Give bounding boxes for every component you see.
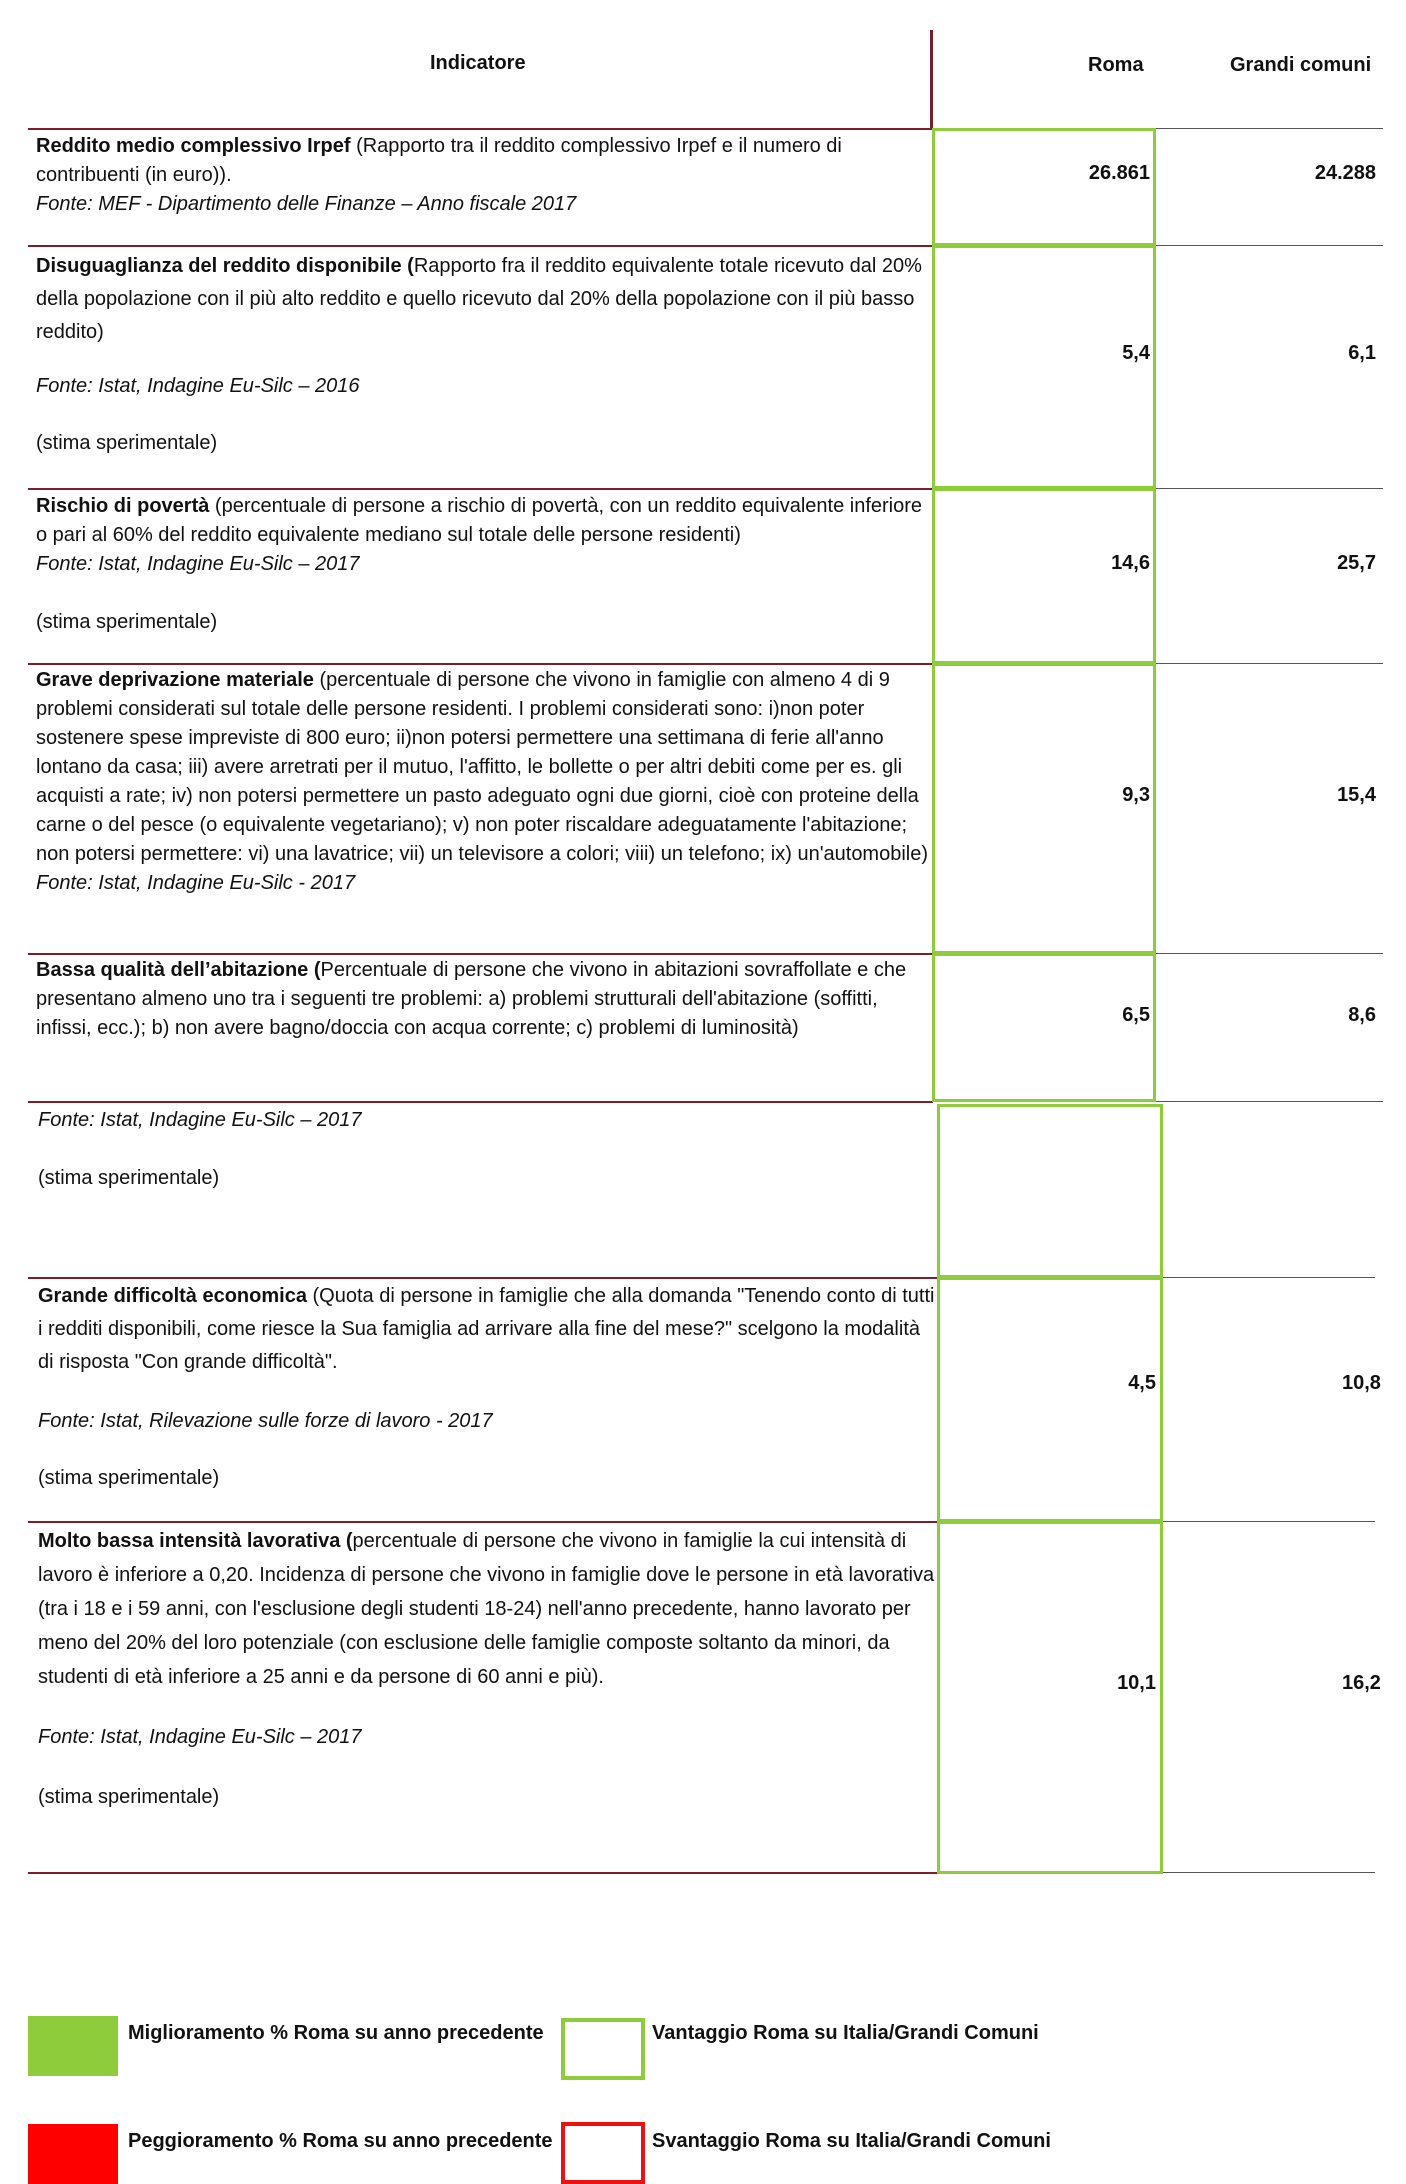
value-roma: 26.861 (1088, 162, 1150, 184)
row-separator (28, 488, 933, 490)
advantage-box (932, 128, 1156, 246)
indicator-title: Molto bassa intensità lavorativa ( (38, 1530, 353, 1552)
indicator-text: percentuale di persone che vivono in famiglie la cui intensità di lavoro è inferiore a 0,20. Incidenza di persone che vivono in famiglie dove le persone in età lavorativa (tra i 18 e i 59 anni, con l'esclusione degli studenti 18-24) nell'anno precedente, hanno lavorato per meno del 20% del loro potenziale (con esclusione delle famiglie composte soltanto da minori, da studenti di età inferiore a 25 anni e da persone di 60 anni e più). (38, 1530, 935, 1688)
indicator-source: Fonte: Istat, Indagine Eu-Silc – 2017 (38, 1109, 362, 1131)
indicator-row (38, 1280, 938, 1495)
advantage-box (937, 1277, 1163, 1522)
value-roma: 5,4 (1122, 342, 1150, 364)
value-roma: 10,1 (1117, 1672, 1156, 1694)
row-separator (28, 663, 933, 665)
indicator-row (36, 250, 936, 460)
indicator-row (36, 666, 936, 898)
row-separator (28, 1277, 938, 1279)
row-separator (28, 245, 933, 247)
row-separator (28, 953, 933, 955)
header-roma: Roma (1088, 54, 1144, 76)
indicator-source: Fonte: Istat, Indagine Eu-Silc - 2017 (36, 872, 356, 894)
legend-improvement-label: Miglioramento % Roma su anno precedente (128, 2022, 544, 2044)
legend-improvement-swatch (28, 2016, 118, 2076)
indicator-source: Fonte: Istat, Rilevazione sulle forze di lavoro - 2017 (38, 1410, 493, 1432)
advantage-box (932, 663, 1156, 954)
indicator-row (36, 492, 936, 637)
legend-worsening-label: Peggioramento % Roma su anno precedente (128, 2130, 553, 2152)
indicator-estimate: (stima sperimentale) (36, 432, 218, 454)
indicator-title: Disuguaglianza del reddito disponibile ( (36, 255, 414, 277)
value-roma: 4,5 (1128, 1372, 1156, 1394)
advantage-box (932, 953, 1156, 1102)
indicator-row (36, 956, 936, 1043)
value-roma: 6,5 (1122, 1004, 1150, 1026)
indicator-row (36, 132, 936, 219)
indicator-text: (percentuale di persone che vivono in famiglie con almeno 4 di 9 problemi considerati sul totale delle persone residenti. I problemi considerati sono: i)non poter sostenere spese impreviste di 800 euro; ii)non potersi permettere una settimana di ferie all'anno lontano da casa; iii) avere arretrati per il mutuo, l'affitto, le bollette o per altri debiti come per es. gli acquisti a rate; iv) non potersi permettere un pasto adeguato ogni due giorni, cioè con proteine della carne o del pesce (o equivalente vegetariano); v) non poter riscaldare adeguatamente l'abitazione; non potersi permettere: vi) una lavatrice; vii) un televisore a colori; viii) un telefono; ix) un'automobile) (36, 669, 929, 865)
indicator-estimate: (stima sperimentale) (38, 1167, 220, 1189)
indicator-title: Bassa qualità dell’abitazione ( (36, 959, 321, 981)
indicator-text: (Rapporto tra il reddito complessivo Irpef e il numero di contribuenti (in euro)). (36, 135, 842, 186)
header-indicator: Indicatore (430, 52, 526, 74)
legend-advantage-label: Vantaggio Roma su Italia/Grandi Comuni (652, 2022, 1039, 2044)
row-separator (28, 1101, 933, 1103)
indicator-row (38, 1106, 938, 1193)
header-grandi-comuni: Grandi comuni (1230, 54, 1372, 76)
legend-disadvantage-label: Svantaggio Roma su Italia/Grandi Comuni (652, 2130, 1051, 2152)
indicator-source: Fonte: Istat, Indagine Eu-Silc – 2017 (36, 553, 360, 575)
value-roma: 14,6 (1111, 552, 1150, 574)
advantage-box (932, 488, 1156, 664)
value-roma: 9,3 (1122, 784, 1150, 806)
indicator-source: Fonte: MEF - Dipartimento delle Finanze – Anno fiscale 2017 (36, 193, 577, 215)
indicator-title: Grande difficoltà economica (38, 1285, 307, 1307)
indicator-row (38, 1524, 938, 1814)
indicator-text: (Quota di persone in famiglie che alla domanda "Tenendo conto di tutti i redditi disponibili, come riesce la Sua famiglia ad arrivare alla fine del mese?" scelgono la modalità di risposta "Con grande difficoltà". (38, 1285, 935, 1373)
indicator-title: Rischio di povertà (36, 495, 210, 517)
legend-advantage-swatch (561, 2018, 645, 2080)
row-separator (28, 1521, 938, 1523)
indicator-title: Reddito medio complessivo Irpef (36, 135, 351, 157)
value-grandi-comuni: 10,8 (1342, 1372, 1381, 1394)
advantage-box (937, 1521, 1163, 1874)
row-separator (28, 128, 933, 130)
value-grandi-comuni: 8,6 (1348, 1004, 1376, 1026)
advantage-box (932, 245, 1156, 489)
value-grandi-comuni: 6,1 (1348, 342, 1376, 364)
indicator-title: Grave deprivazione materiale (36, 669, 314, 691)
indicator-estimate: (stima sperimentale) (38, 1467, 220, 1489)
value-grandi-comuni: 24.288 (1314, 162, 1376, 184)
indicator-source: Fonte: Istat, Indagine Eu-Silc – 2016 (36, 375, 360, 397)
indicator-text: (percentuale di persone a rischio di povertà, con un reddito equivalente inferiore o pari al 60% del reddito equivalente mediano sul totale delle persone residenti) (36, 495, 923, 546)
legend-worsening-swatch (28, 2124, 118, 2184)
value-grandi-comuni: 25,7 (1337, 552, 1376, 574)
value-grandi-comuni: 15,4 (1337, 784, 1376, 806)
indicator-estimate: (stima sperimentale) (38, 1786, 220, 1808)
row-separator (28, 1872, 938, 1874)
legend-disadvantage-swatch (561, 2122, 645, 2184)
indicator-text: Percentuale di persone che vivono in abitazioni sovraffollate e che presentano almeno uno tra i seguenti tre problemi: a) problemi strutturali dell'abitazione (soffitti, infissi, ecc.); b) non avere bagno/doccia con acqua corrente; c) problemi di luminosità) (36, 959, 907, 1039)
value-grandi-comuni: 16,2 (1342, 1672, 1381, 1694)
indicator-estimate: (stima sperimentale) (36, 611, 218, 633)
indicator-source: Fonte: Istat, Indagine Eu-Silc – 2017 (38, 1726, 362, 1748)
header-divider (930, 30, 933, 130)
indicator-text: Rapporto fra il reddito equivalente totale ricevuto dal 20% della popolazione con il più alto reddito e quello ricevuto dal 20% della popolazione con il più basso reddito) (36, 255, 922, 343)
advantage-box (937, 1104, 1163, 1278)
